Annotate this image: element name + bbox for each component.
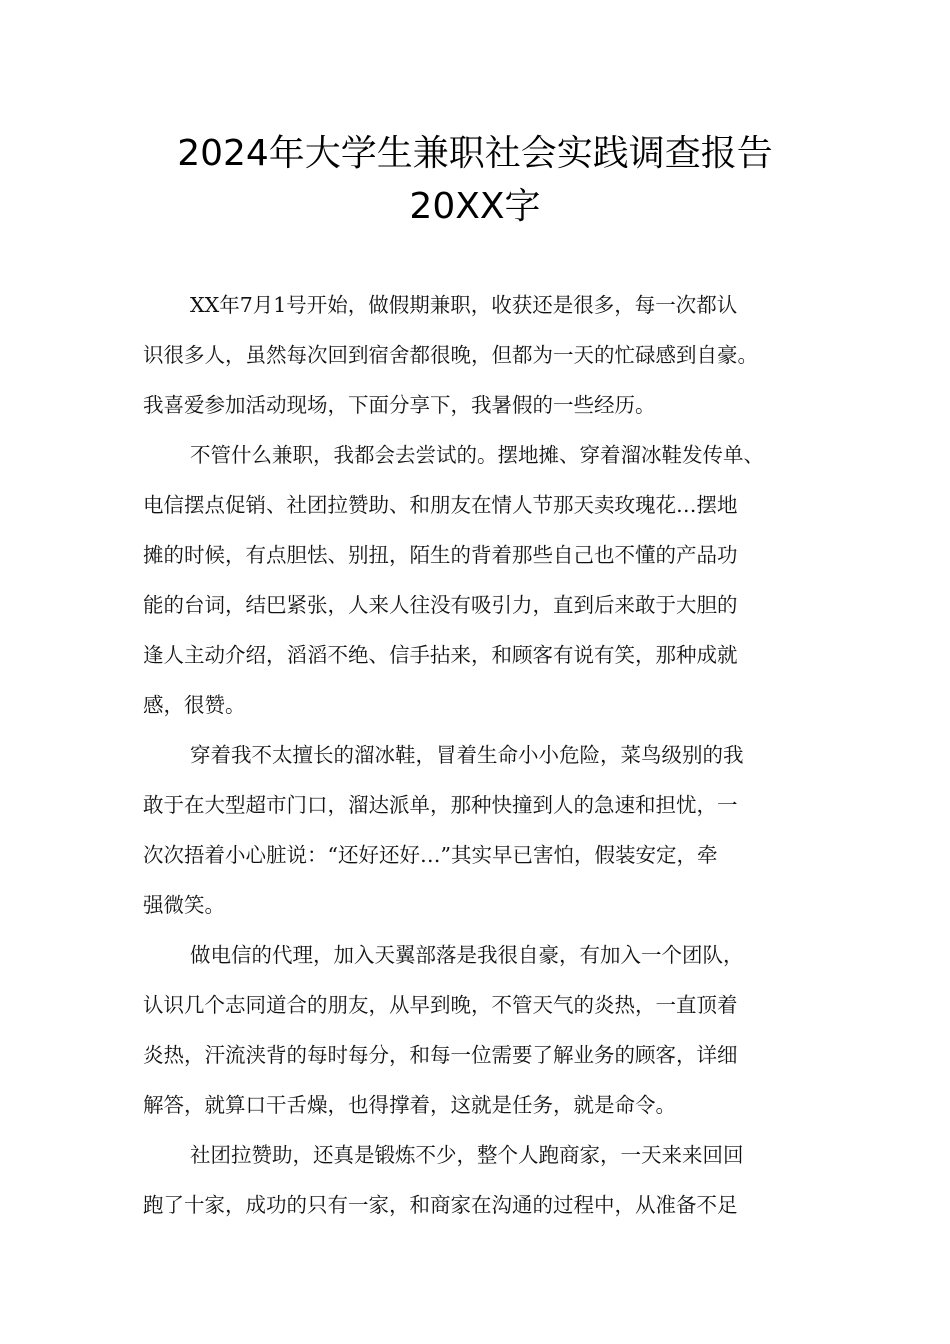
text-line: 逢人主动介绍，滔滔不绝、信手拈来，和顾客有说有笑，那种成就 <box>143 643 738 667</box>
text-line: 识很多人，虽然每次回到宿舍都很晚，但都为一天的忙碌感到自豪。 <box>143 343 758 367</box>
text-line: 炎热，汗流浃背的每时每分，和每一位需要了解业务的顾客，详细 <box>143 1043 738 1067</box>
text-line: 强微笑。 <box>143 893 225 917</box>
text-line: 社团拉赞助，还真是锻炼不少，整个人跑商家，一天来来回回 <box>190 1143 744 1167</box>
text-line: 感，很赞。 <box>143 693 246 717</box>
text-line: XX年7月1号开始，做假期兼职，收获还是很多，每一次都认 <box>190 293 738 317</box>
text-line: 次次捂着小心脏说：“还好还好…”其实早已害怕，假装安定，牵 <box>143 843 718 867</box>
text-line: 解答，就算口干舌燥，也得撑着，这就是任务，就是命令。 <box>143 1093 676 1117</box>
text-line: 不管什么兼职，我都会去尝试的。摆地摊、穿着溜冰鞋发传单、 <box>190 443 764 467</box>
text-line: 我喜爱参加活动现场，下面分享下，我暑假的一些经历。 <box>143 393 656 417</box>
text-line: 摊的时候，有点胆怯、别扭，陌生的背着那些自己也不懂的产品功 <box>143 543 738 567</box>
text-line: 电信摆点促销、社团拉赞助、和朋友在情人节那天卖玫瑰花…摆地 <box>143 493 738 517</box>
text-line: 认识几个志同道合的朋友，从早到晚，不管天气的炎热，一直顶着 <box>143 993 738 1017</box>
document-body <box>143 280 811 1230</box>
text-line: 能的台词，结巴紧张，人来人往没有吸引力，直到后来敢于大胆的 <box>143 593 738 617</box>
text-line: 敢于在大型超市门口，溜达派单，那种快撞到人的急速和担忧，一 <box>143 793 738 817</box>
title-line-1: 2024年大学生兼职社会实践调查报告 <box>177 133 773 174</box>
document-title <box>100 127 850 233</box>
title-line-2: 20XX字 <box>409 186 541 227</box>
text-line: 穿着我不太擅长的溜冰鞋，冒着生命小小危险，菜鸟级别的我 <box>190 743 744 767</box>
text-line: 做电信的代理，加入天翼部落是我很自豪，有加入一个团队， <box>190 943 744 967</box>
text-line: 跑了十家，成功的只有一家，和商家在沟通的过程中，从准备不足 <box>143 1193 738 1217</box>
